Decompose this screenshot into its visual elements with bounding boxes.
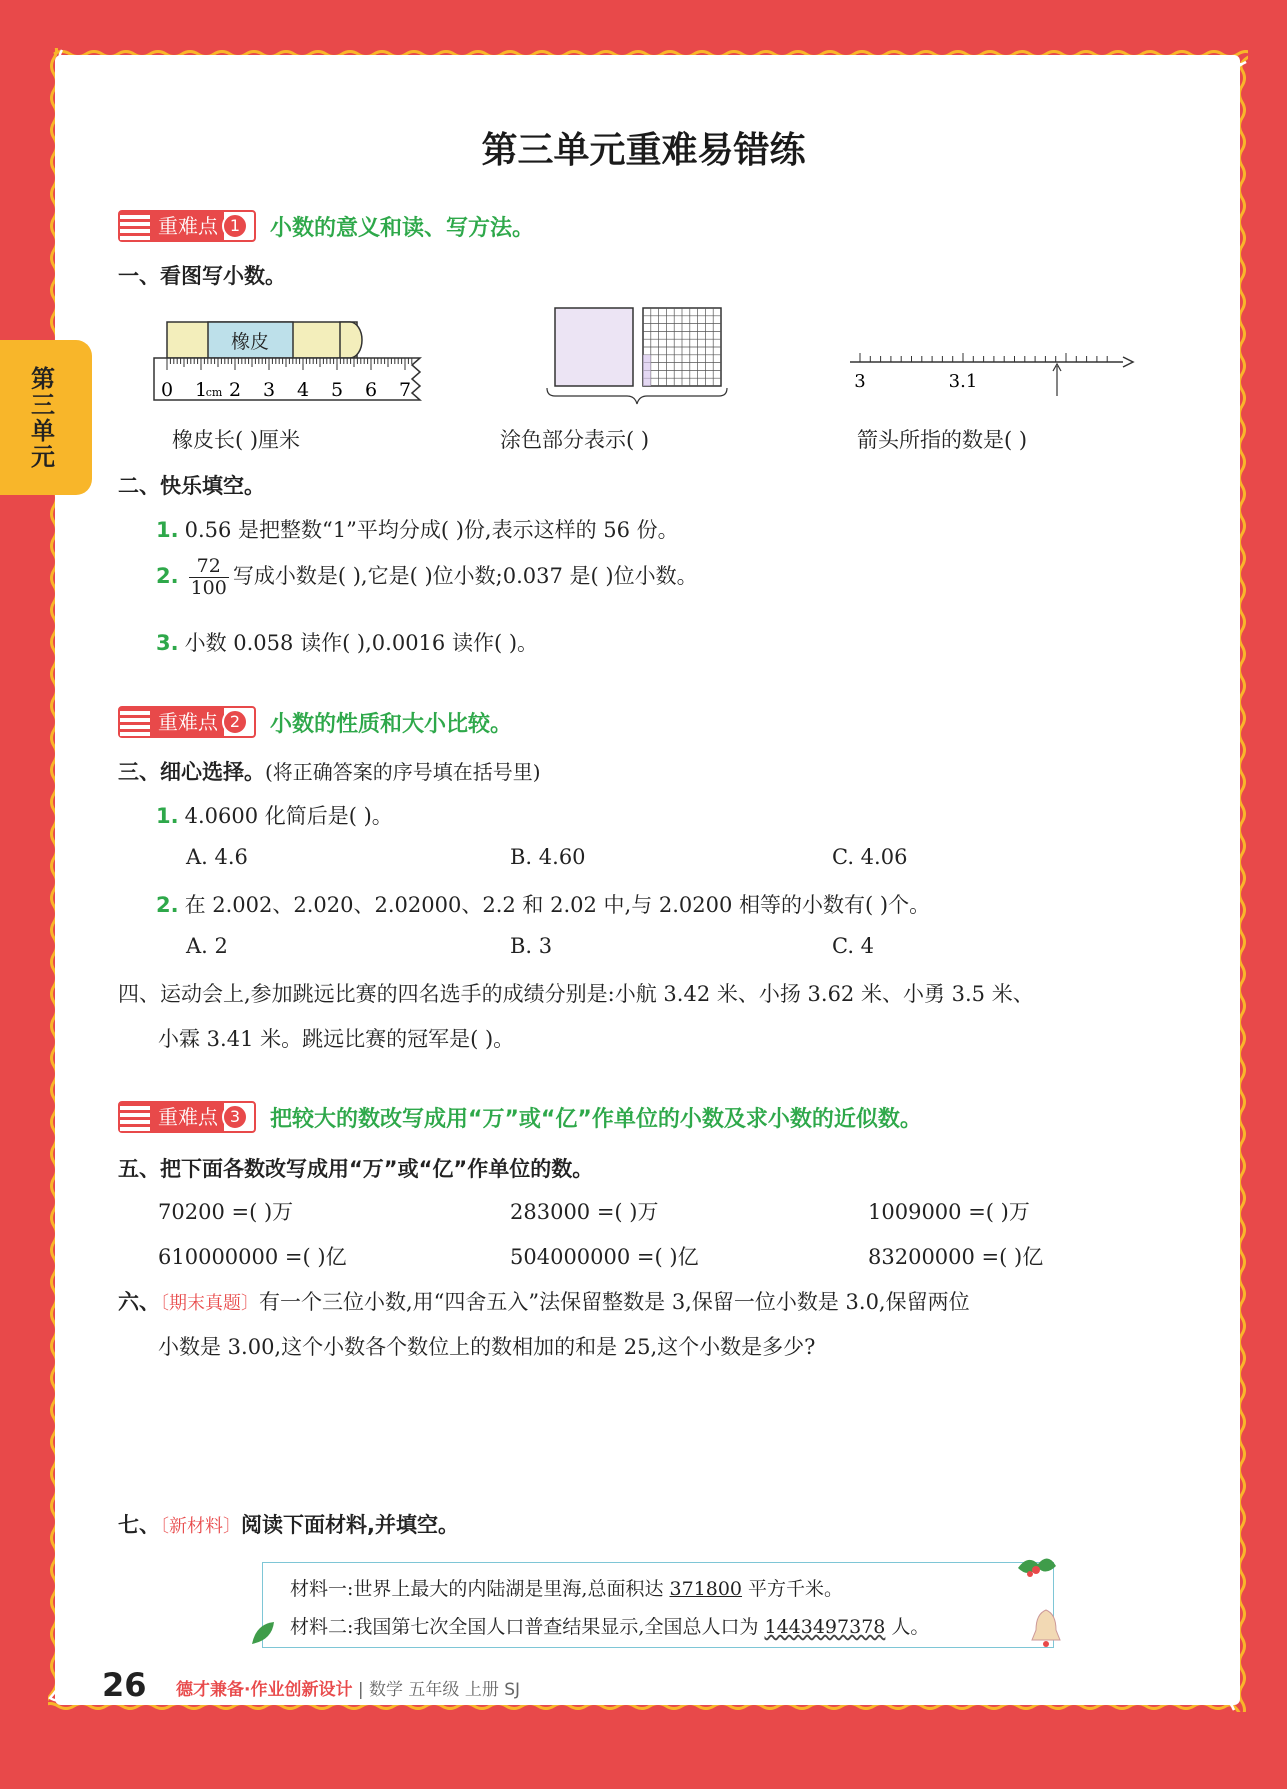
page-title: 第三单元重难易错练 (481, 130, 806, 171)
stripes-icon (120, 708, 152, 736)
section-2-heading: 二、快乐填空。 (118, 474, 265, 498)
number-line-label-3-1: 3.1 (948, 371, 978, 392)
conversion-item-4: 610000000 =( )亿 (158, 1245, 347, 1269)
ruler-label-2: 2 (228, 379, 242, 401)
key-point-1-topic: 小数的意义和读、写方法。 (270, 215, 535, 241)
caption-arrow-number: 箭头所指的数是( ) (857, 428, 1028, 452)
caption-eraser-length: 橡皮长( )厘米 (172, 428, 301, 452)
ruler-label-cm: cm (205, 386, 223, 399)
option-3-2-a: A. 2 (186, 934, 228, 958)
shaded-square-figure (545, 300, 730, 410)
conversion-item-2: 283000 =( )万 (510, 1200, 659, 1224)
footer-text: 德才兼备·作业创新设计 | 数学 五年级 上册 SJ (176, 1680, 521, 1700)
key-point-2-topic: 小数的性质和大小比较。 (270, 711, 513, 737)
eraser-label: 橡皮 (230, 331, 270, 353)
number-line-figure (845, 340, 1135, 400)
leaf-decoration-icon (248, 1616, 278, 1650)
option-3-2-c: C. 4 (832, 934, 875, 958)
section-4-line-2: 小霖 3.41 米。跳远比赛的冠军是( )。 (158, 1027, 515, 1051)
ruler-label-3: 3 (262, 379, 276, 401)
material-1: 材料一:世界上最大的内陆湖是里海,总面积达 371800 平方千米。 (290, 1578, 844, 1600)
caption-shaded-part: 涂色部分表示( ) (500, 428, 650, 452)
ruler-label-7: 7 (398, 379, 412, 401)
question-3-2: 2. 在 2.002、2.020、2.02000、2.2 和 2.02 中,与 2.0200 相等的小数有( )个。 (156, 893, 931, 917)
question-2-2: 2. $\frac{72}{100}$ 写成小数是( ),它是( )位小数;0.037 是( )位小数。 (156, 555, 698, 599)
unit-side-tab: 第三单元 (0, 340, 92, 495)
section-6-line-1: 六、〔期末真题〕有一个三位小数,用“四舍五入”法保留整数是 3,保留一位小数是 3.0,保留两位 (118, 1290, 970, 1314)
page-number: 26 (102, 1666, 147, 1704)
stripes-icon (120, 1103, 152, 1131)
section-4-line-1: 四、运动会上,参加跳远比赛的四名选手的成绩分别是:小航 3.42 米、小扬 3.62 米、小勇 3.5 米、 (118, 982, 1034, 1006)
ruler-label-6: 6 (364, 379, 378, 401)
number-line-label-3: 3 (854, 371, 866, 392)
question-2-1: 1. 0.56 是把整数“1”平均分成( )份,表示这样的 56 份。 (156, 518, 679, 542)
conversion-item-5: 504000000 =( )亿 (510, 1245, 699, 1269)
option-3-1-a: A. 4.6 (186, 845, 248, 869)
conversion-item-1: 70200 =( )万 (158, 1200, 294, 1224)
key-point-3-badge: 重难点 3 把较大的数改写成用“万”或“亿”作单位的小数及求小数的近似数。 (118, 1101, 922, 1133)
stripes-icon (120, 212, 152, 240)
option-3-1-c: C. 4.06 (832, 845, 908, 869)
question-3-1: 1. 4.0600 化简后是( )。 (156, 804, 393, 828)
conversion-item-3: 1009000 =( )万 (868, 1200, 1030, 1224)
section-1-heading: 一、看图写小数。 (118, 264, 286, 288)
section-7-heading: 七、〔新材料〕阅读下面材料,并填空。 (118, 1513, 459, 1537)
section-5-heading: 五、把下面各数改写成用“万”或“亿”作单位的数。 (118, 1157, 594, 1181)
section-3-heading: 三、细心选择。(将正确答案的序号填在括号里) (118, 760, 541, 784)
option-3-2-b: B. 3 (510, 934, 553, 958)
ruler-label-5: 5 (330, 379, 344, 401)
fraction-72-100: $\frac{72}{100}$ (190, 555, 227, 599)
conversion-item-6: 83200000 =( )亿 (868, 1245, 1044, 1269)
option-3-1-b: B. 4.60 (510, 845, 586, 869)
section-6-line-2: 小数是 3.00,这个小数各个数位上的数相加的和是 25,这个小数是多少? (158, 1335, 816, 1359)
holly-decoration-icon (1012, 1548, 1058, 1584)
ruler-label-1: 1 (194, 379, 208, 401)
key-point-3-topic: 把较大的数改写成用“万”或“亿”作单位的小数及求小数的近似数。 (270, 1106, 922, 1132)
ruler-label-4: 4 (296, 379, 310, 401)
key-point-1-badge: 重难点 1 小数的意义和读、写方法。 (118, 210, 534, 242)
ruler-eraser-figure (150, 318, 425, 408)
ruler-label-0: 0 (160, 379, 174, 401)
key-point-2-badge: 重难点 2 小数的性质和大小比较。 (118, 706, 512, 738)
new-material-tag: 〔新材料〕 (160, 1516, 241, 1537)
question-2-3: 3. 小数 0.058 读作( ),0.0016 读作( )。 (156, 631, 539, 655)
material-2: 材料二:我国第七次全国人口普查结果显示,全国总人口为 1443497378 人。 (290, 1616, 930, 1638)
bell-decoration-icon (1028, 1604, 1064, 1652)
exam-tag: 〔期末真题〕 (160, 1293, 259, 1314)
